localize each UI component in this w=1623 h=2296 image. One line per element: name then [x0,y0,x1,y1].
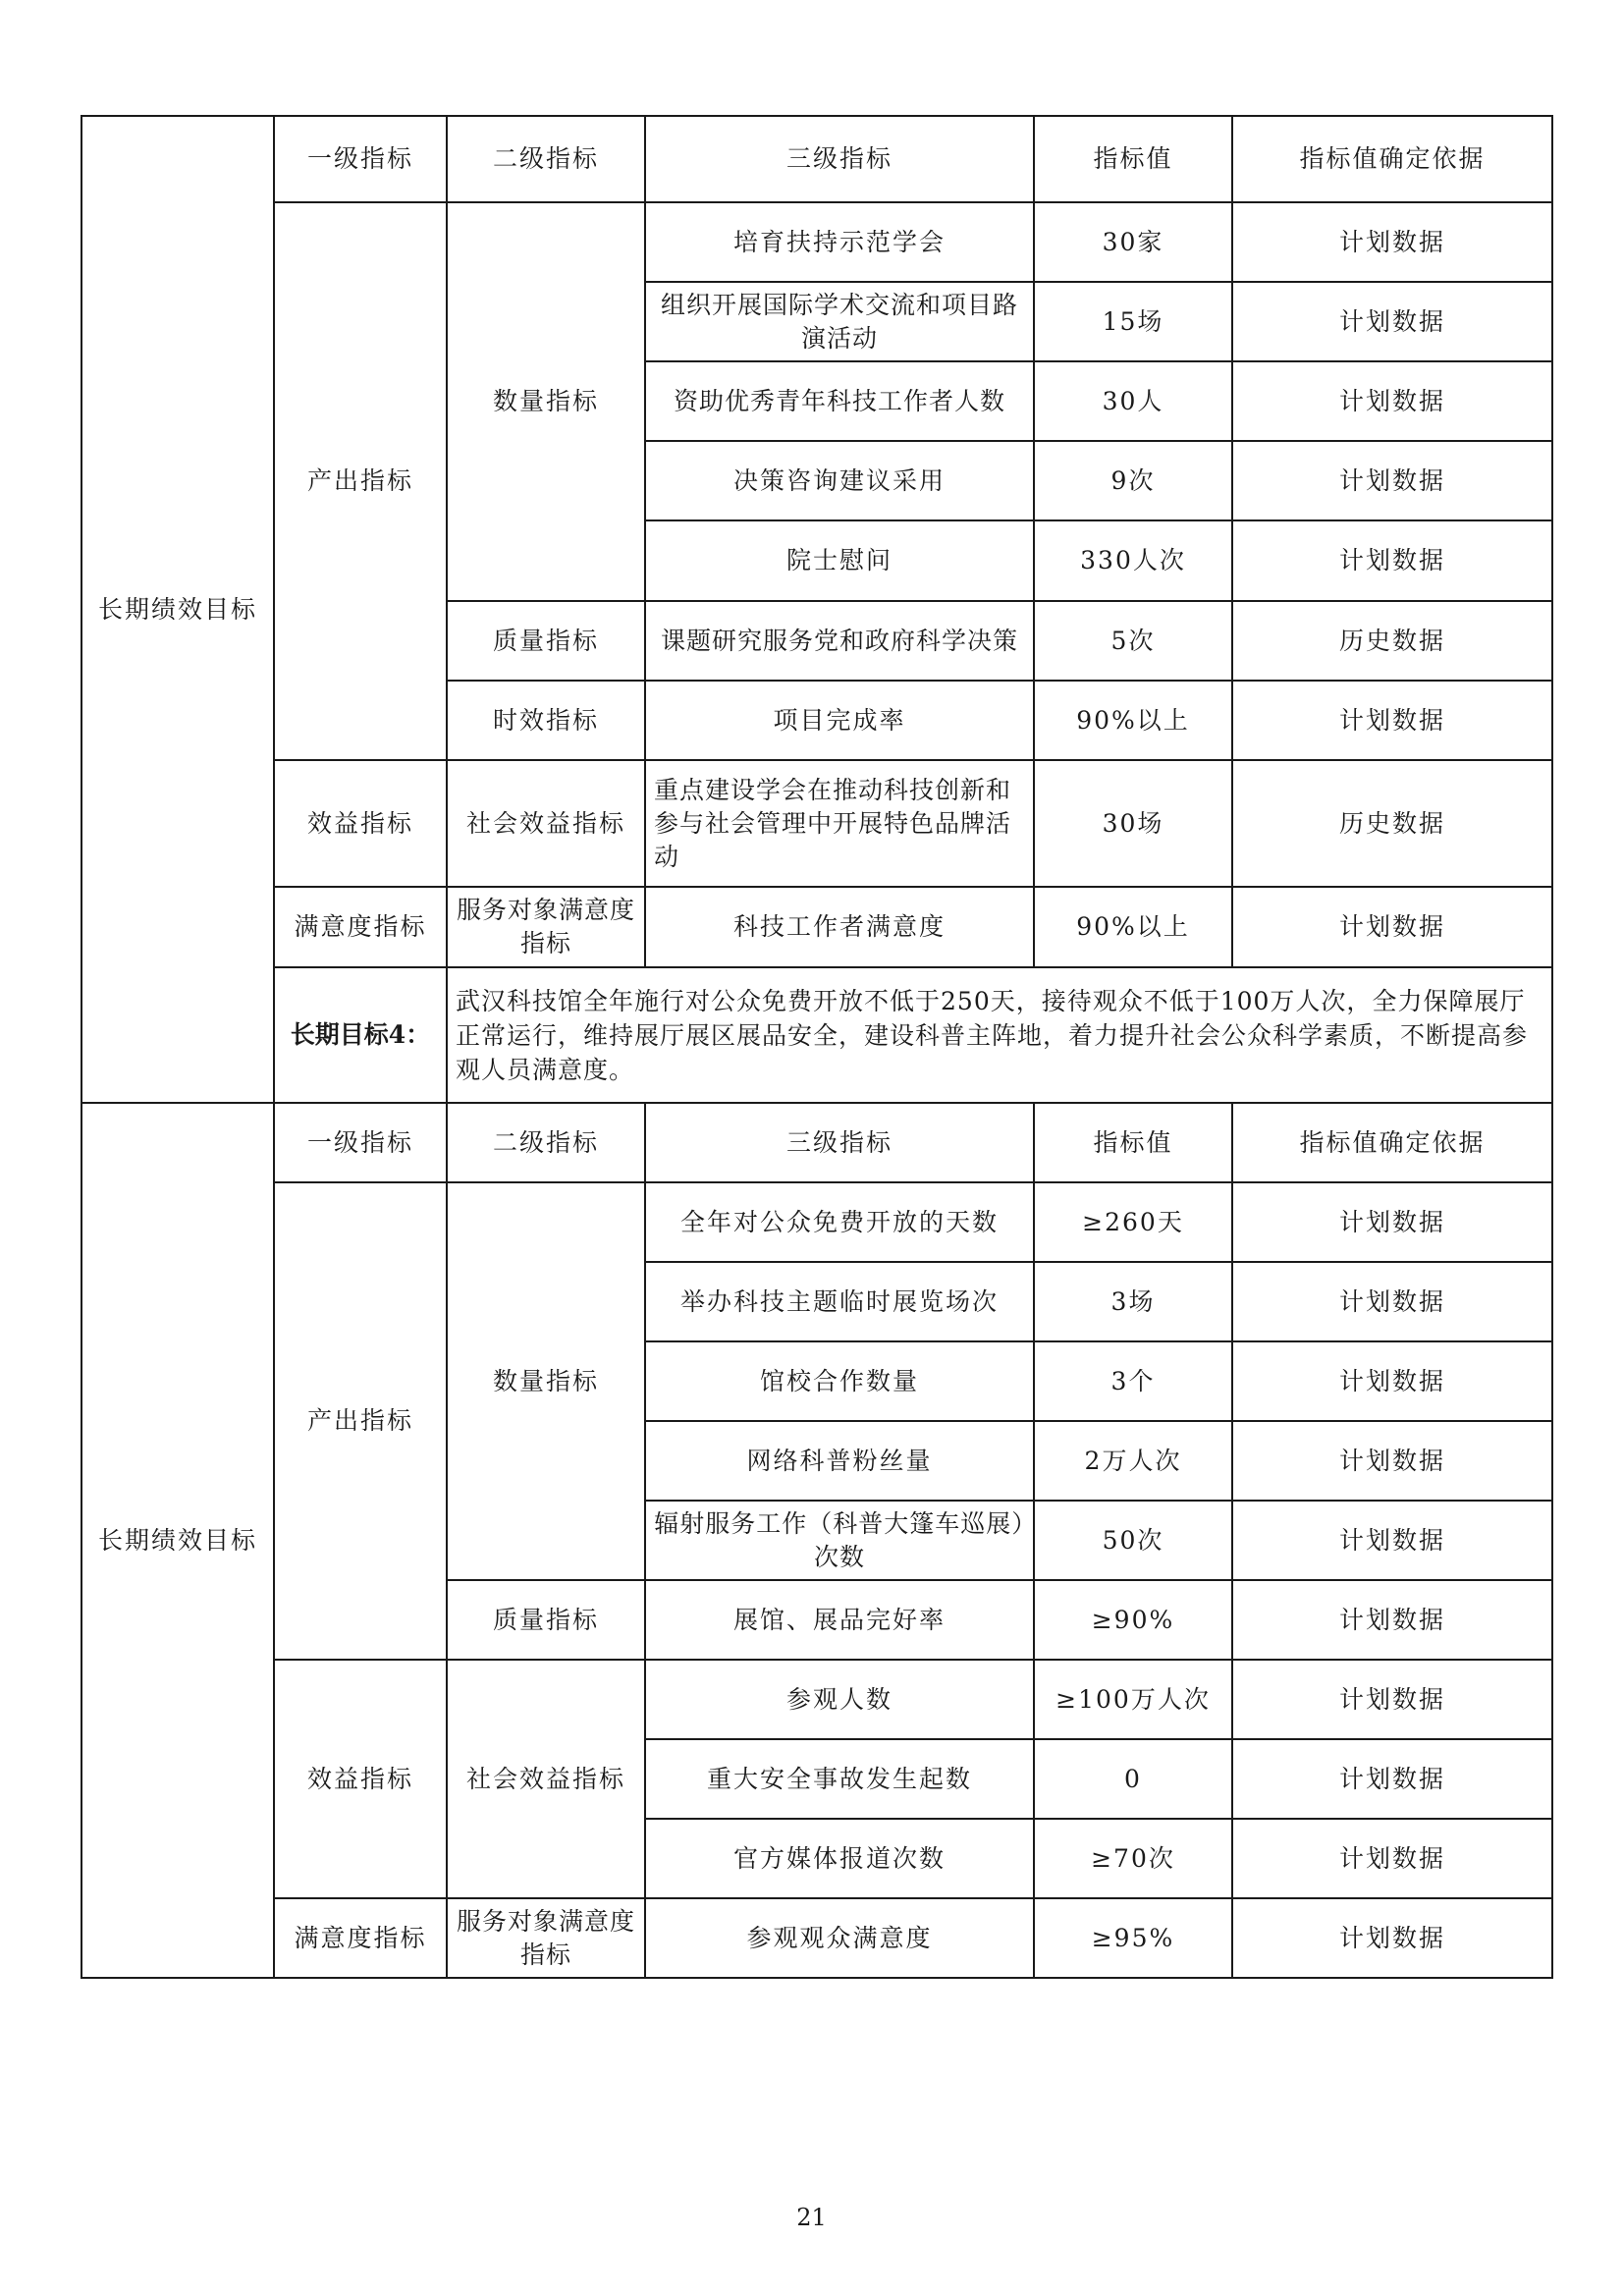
quantity-indicator-label: 数量指标 [447,1182,645,1580]
indicator-cell: 重点建设学会在推动科技创新和参与社会管理中开展特色品牌活动 [645,760,1034,887]
indicator-cell: 决策咨询建议采用 [645,441,1034,520]
indicator-cell: 网络科普粉丝量 [645,1421,1034,1501]
value-cell: 30人 [1034,361,1232,441]
header-level1: 一级指标 [274,116,447,202]
header-row [81,116,1552,202]
basis-cell: 历史数据 [1232,601,1552,681]
social-benefit-indicator-label: 社会效益指标 [447,760,645,887]
basis-cell: 计划数据 [1232,441,1552,520]
indicator-cell: 全年对公众免费开放的天数 [645,1182,1034,1262]
value-cell: 9次 [1034,441,1232,520]
indicator-cell: 重大安全事故发生起数 [645,1739,1034,1819]
indicator-cell: 培育扶持示范学会 [645,202,1034,282]
header-row [81,1103,1552,1182]
value-cell: 330人次 [1034,520,1232,601]
basis-cell: 计划数据 [1232,520,1552,601]
output-indicator-label: 产出指标 [274,202,447,760]
goal-description: 武汉科技馆全年施行对公众免费开放不低于250天，接待观众不低于100万人次，全力保障展厅正常运行，维持展厅展区展品安全，建设科普主阵地，着力提升社会公众科学素质，不断提高参观人员满意度。 [447,967,1552,1103]
basis-cell: 计划数据 [1232,887,1552,967]
table-row [81,760,1552,887]
value-cell: ≥95% [1034,1898,1232,1978]
social-benefit-indicator-label: 社会效益指标 [447,1660,645,1898]
service-satisfaction-label: 服务对象满意度指标 [447,887,645,967]
indicator-cell: 举办科技主题临时展览场次 [645,1262,1034,1341]
page-number: 21 [796,2204,827,2231]
basis-cell: 计划数据 [1232,1819,1552,1898]
basis-cell: 计划数据 [1232,1898,1552,1978]
benefit-indicator-label: 效益指标 [274,760,447,887]
basis-cell: 计划数据 [1232,361,1552,441]
value-cell: 90%以上 [1034,887,1232,967]
table-row [81,1660,1552,1739]
table-row [81,1898,1552,1978]
value-cell: 15场 [1034,282,1232,361]
header-basis: 指标值确定依据 [1232,1103,1552,1182]
indicator-cell: 项目完成率 [645,681,1034,760]
indicator-cell: 课题研究服务党和政府科学决策 [645,601,1034,681]
basis-cell: 计划数据 [1232,282,1552,361]
value-cell: ≥90% [1034,1580,1232,1660]
indicator-cell: 展馆、展品完好率 [645,1580,1034,1660]
value-cell: ≥100万人次 [1034,1660,1232,1739]
indicator-cell: 组织开展国际学术交流和项目路演活动 [645,282,1034,361]
basis-cell: 计划数据 [1232,1501,1552,1580]
table-row [81,202,1552,282]
indicator-cell: 辐射服务工作（科普大篷车巡展）次数 [645,1501,1034,1580]
performance-indicator-table [81,115,1553,1979]
value-cell: 30场 [1034,760,1232,887]
header-value: 指标值 [1034,1103,1232,1182]
value-cell: 90%以上 [1034,681,1232,760]
basis-cell: 计划数据 [1232,681,1552,760]
indicator-cell: 参观观众满意度 [645,1898,1034,1978]
timeliness-indicator-label: 时效指标 [447,681,645,760]
indicator-cell: 官方媒体报道次数 [645,1819,1034,1898]
basis-cell: 计划数据 [1232,1421,1552,1501]
indicator-cell: 馆校合作数量 [645,1341,1034,1421]
satisfaction-indicator-label: 满意度指标 [274,887,447,967]
value-cell: ≥70次 [1034,1819,1232,1898]
value-cell: 2万人次 [1034,1421,1232,1501]
header-basis: 指标值确定依据 [1232,116,1552,202]
indicator-cell: 科技工作者满意度 [645,887,1034,967]
header-level3: 三级指标 [645,116,1034,202]
output-indicator-label: 产出指标 [274,1182,447,1660]
header-level2: 二级指标 [447,1103,645,1182]
quality-indicator-label: 质量指标 [447,601,645,681]
benefit-indicator-label: 效益指标 [274,1660,447,1898]
value-cell: 0 [1034,1739,1232,1819]
table-row [81,887,1552,967]
service-satisfaction-label: 服务对象满意度指标 [447,1898,645,1978]
header-level2: 二级指标 [447,116,645,202]
table-row [81,1182,1552,1262]
value-cell: 50次 [1034,1501,1232,1580]
value-cell: 30家 [1034,202,1232,282]
basis-cell: 历史数据 [1232,760,1552,887]
value-cell: 3个 [1034,1341,1232,1421]
quality-indicator-label: 质量指标 [447,1580,645,1660]
indicator-cell: 参观人数 [645,1660,1034,1739]
goal-label: 长期目标4： [274,967,447,1103]
basis-cell: 计划数据 [1232,1182,1552,1262]
goal-row [81,967,1552,1103]
header-value: 指标值 [1034,116,1232,202]
basis-cell: 计划数据 [1232,202,1552,282]
long-term-goal-label: 长期绩效目标 [81,1103,274,1978]
indicator-cell: 资助优秀青年科技工作者人数 [645,361,1034,441]
long-term-goal-label: 长期绩效目标 [81,116,274,1103]
basis-cell: 计划数据 [1232,1739,1552,1819]
basis-cell: 计划数据 [1232,1262,1552,1341]
indicator-cell: 院士慰问 [645,520,1034,601]
value-cell: 3场 [1034,1262,1232,1341]
satisfaction-indicator-label: 满意度指标 [274,1898,447,1978]
header-level1: 一级指标 [274,1103,447,1182]
value-cell: 5次 [1034,601,1232,681]
basis-cell: 计划数据 [1232,1580,1552,1660]
basis-cell: 计划数据 [1232,1660,1552,1739]
value-cell: ≥260天 [1034,1182,1232,1262]
quantity-indicator-label: 数量指标 [447,202,645,601]
basis-cell: 计划数据 [1232,1341,1552,1421]
header-level3: 三级指标 [645,1103,1034,1182]
